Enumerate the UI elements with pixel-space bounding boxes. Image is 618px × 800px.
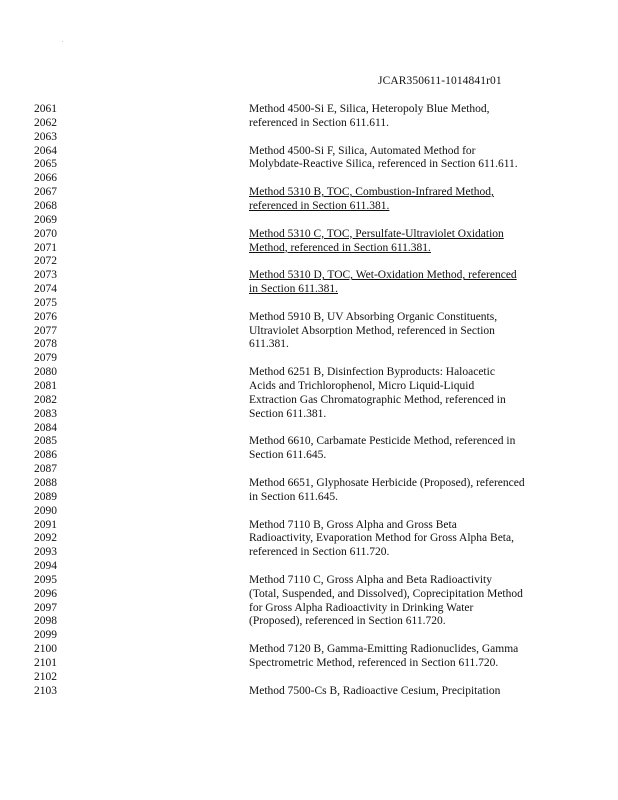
text-line — [0, 365, 618, 379]
line-number: 2077 — [34, 324, 57, 337]
line-number: 2078 — [34, 338, 57, 351]
line-number: 2064 — [34, 144, 57, 157]
text-line — [0, 254, 618, 268]
line-number: 2102 — [34, 670, 57, 683]
line-text: Radioactivity, Evaporation Method for Gross Alpha Beta, — [249, 532, 514, 545]
line-text: referenced in Section 611.611. — [249, 116, 389, 129]
line-number: 2068 — [34, 199, 57, 212]
line-text: Method 5310 D, TOC, Wet-Oxidation Method, referenced — [249, 269, 517, 282]
line-number: 2093 — [34, 546, 57, 559]
line-number: 2092 — [34, 532, 57, 545]
text-line — [0, 324, 618, 338]
line-number: 2067 — [34, 186, 57, 199]
line-number: 2098 — [34, 615, 57, 628]
text-line — [0, 227, 618, 241]
line-text: referenced in Section 611.381. — [249, 199, 390, 212]
line-number: 2073 — [34, 269, 57, 282]
line-text: Molybdate-Reactive Silica, referenced in Section 611.611. — [249, 158, 518, 171]
line-text: referenced in Section 611.720. — [249, 546, 390, 559]
text-line — [0, 490, 618, 504]
line-text: Method 4500-Si E, Silica, Heteropoly Blue Method, — [249, 103, 490, 115]
line-number: 2083 — [34, 407, 57, 420]
text-line — [0, 518, 618, 532]
line-text: in Section 611.645. — [249, 490, 339, 503]
line-number: 2101 — [34, 657, 57, 669]
text-line — [0, 310, 618, 324]
line-text: Method 7110 B, Gross Alpha and Gross Beta — [249, 518, 457, 531]
text-line — [0, 213, 618, 227]
line-number: 2088 — [34, 476, 57, 489]
line-text: (Proposed), referenced in Section 611.720. — [249, 615, 446, 628]
text-line — [0, 116, 618, 130]
line-text: Method 7110 C, Gross Alpha and Beta Radioactivity — [249, 573, 492, 586]
line-text: Method, referenced in Section 611.381. — [249, 241, 431, 254]
line-number: 2075 — [34, 296, 57, 309]
line-number: 2085 — [34, 435, 57, 448]
text-line — [0, 448, 618, 462]
text-line — [0, 379, 618, 393]
line-number: 2091 — [34, 518, 57, 531]
text-line — [0, 268, 618, 282]
text-line — [0, 559, 618, 573]
line-number: 2081 — [34, 380, 57, 392]
line-number: 2100 — [34, 643, 57, 656]
text-line — [0, 351, 618, 365]
text-line — [0, 601, 618, 615]
line-number: 2062 — [34, 116, 57, 129]
line-number: 2072 — [34, 255, 57, 268]
text-line — [0, 144, 618, 158]
text-line — [0, 670, 618, 684]
text-line — [0, 684, 618, 698]
text-line — [0, 545, 618, 559]
text-line — [0, 102, 618, 116]
line-number: 2080 — [34, 366, 57, 379]
line-number: 2099 — [34, 629, 57, 642]
line-number: 2076 — [34, 310, 57, 323]
text-line — [0, 171, 618, 185]
line-text: Method 6251 B, Disinfection Byproducts: Haloacetic — [249, 366, 495, 379]
line-number: 2082 — [34, 393, 57, 406]
text-line — [0, 407, 618, 421]
text-line — [0, 462, 618, 476]
text-line — [0, 642, 618, 656]
line-text: Acids and Trichlorophenol, Micro Liquid-Liquid — [249, 380, 475, 392]
line-number: 2065 — [34, 158, 57, 171]
line-text: 611.381. — [249, 338, 289, 351]
line-text: Method 6610, Carbamate Pesticide Method, referenced in — [249, 435, 516, 448]
line-text: Method 7120 B, Gamma-Emitting Radionuclides, Gamma — [249, 643, 519, 656]
line-text: Spectrometric Method, referenced in Section 611.720. — [249, 657, 499, 669]
line-number: 2087 — [34, 463, 57, 476]
text-line — [0, 573, 618, 587]
text-line — [0, 241, 618, 255]
line-number: 2069 — [34, 213, 57, 226]
line-text: (Total, Suspended, and Dissolved), Coprecipitation Method — [249, 587, 523, 600]
line-text: Method 5310 B, TOC, Combustion-Infrared Method, — [249, 186, 494, 199]
text-line — [0, 421, 618, 435]
line-number: 2070 — [34, 227, 57, 240]
line-text: in Section 611.381. — [249, 283, 339, 296]
line-number: 2061 — [34, 103, 57, 115]
line-number: 2095 — [34, 573, 57, 586]
line-text: Method 7500-Cs B, Radioactive Cesium, Precipitation — [249, 684, 501, 697]
line-text: Section 611.645. — [249, 449, 327, 462]
line-number: 2074 — [34, 283, 57, 296]
text-line — [0, 614, 618, 628]
line-text: Section 611.381. — [249, 407, 327, 420]
text-line — [0, 656, 618, 670]
text-line — [0, 504, 618, 518]
text-line — [0, 476, 618, 490]
line-text: Extraction Gas Chromatographic Method, referenced in — [249, 393, 506, 406]
line-number: 2071 — [34, 241, 57, 254]
text-line — [0, 434, 618, 448]
line-text: Method 4500-Si F, Silica, Automated Method for — [249, 144, 476, 157]
line-number: 2079 — [34, 352, 57, 365]
text-line — [0, 130, 618, 144]
line-number: 2103 — [34, 684, 57, 697]
text-line — [0, 296, 618, 310]
line-number: 2090 — [34, 504, 57, 517]
text-line — [0, 282, 618, 296]
line-text: Method 5910 B, UV Absorbing Organic Constituents, — [249, 310, 498, 323]
page-mark: . — [62, 38, 64, 44]
text-line — [0, 185, 618, 199]
text-line — [0, 587, 618, 601]
line-number: 2066 — [34, 172, 57, 185]
text-line — [0, 199, 618, 213]
text-line — [0, 628, 618, 642]
text-line — [0, 393, 618, 407]
line-text: Ultraviolet Absorption Method, referenced in Section — [249, 324, 495, 337]
line-text: Method 6651, Glyphosate Herbicide (Proposed), referenced — [249, 476, 525, 489]
line-number: 2084 — [34, 421, 57, 434]
line-number: 2096 — [34, 587, 57, 600]
line-number: 2097 — [34, 601, 57, 614]
line-number: 2089 — [34, 490, 57, 503]
text-line — [0, 157, 618, 171]
line-number: 2094 — [34, 560, 57, 573]
text-line — [0, 531, 618, 545]
line-text: for Gross Alpha Radioactivity in Drinking Water — [249, 601, 474, 614]
line-number: 2086 — [34, 449, 57, 462]
text-line — [0, 337, 618, 351]
document-id: JCAR350611-1014841r01 — [378, 75, 502, 87]
line-text: Method 5310 C, TOC, Persulfate-Ultraviolet Oxidation — [249, 227, 504, 240]
line-number: 2063 — [34, 130, 57, 143]
